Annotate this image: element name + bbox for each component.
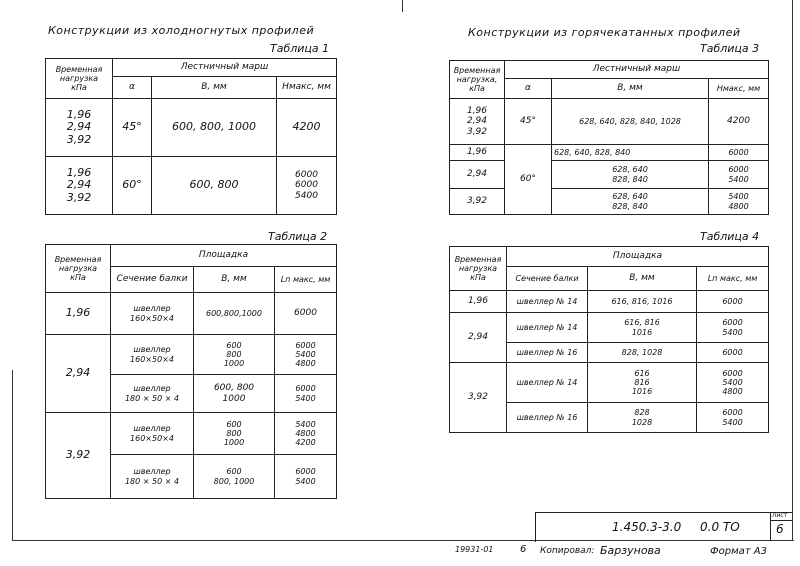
table3-header-alpha: α bbox=[505, 79, 552, 99]
table2-b bbox=[194, 413, 275, 455]
table4-header-load-line: Временная bbox=[454, 254, 502, 264]
table-cell-line: 2,94 bbox=[466, 116, 488, 127]
table4-b: 616, 816, 1016 bbox=[588, 291, 697, 313]
frame-left-line bbox=[12, 370, 13, 540]
table1-row1-h: 4200 bbox=[277, 99, 337, 157]
table1-row1-loads bbox=[46, 99, 113, 157]
table-cell-line: швеллер bbox=[133, 424, 171, 434]
table1 bbox=[45, 58, 337, 215]
table3-row2-load: 1,96 bbox=[450, 145, 505, 161]
table-cell-line: 1000 bbox=[223, 438, 245, 448]
table1-header-alpha: α bbox=[113, 77, 152, 99]
table2-header-load-line: кПа bbox=[70, 273, 86, 283]
table1-row1-alpha: 45° bbox=[113, 99, 152, 157]
table4-header-load bbox=[450, 247, 507, 291]
table1-caption: Таблица 1 bbox=[270, 42, 330, 55]
table-cell-line: 600 bbox=[226, 467, 242, 477]
table3-row4-b bbox=[552, 189, 709, 215]
table2-header-l: Lп макс, мм bbox=[275, 267, 337, 293]
copied-label: Копировал: bbox=[540, 546, 595, 556]
table-cell-line: 3,92 bbox=[466, 126, 488, 137]
table3-header-load-line: кПа bbox=[469, 84, 485, 94]
table-cell-line: 1016 bbox=[631, 387, 653, 397]
table-cell-line: 600, 800 bbox=[213, 383, 255, 394]
table2-l: 6000 bbox=[275, 293, 337, 335]
table-cell-line: 6000 bbox=[295, 180, 318, 191]
right-heading: Конструкции из горячекатанных профилей bbox=[468, 26, 741, 39]
table1-row2-loads bbox=[46, 157, 113, 215]
table3-header-h: Нмакс, мм bbox=[709, 79, 769, 99]
table-cell-line: 628, 640 bbox=[612, 192, 648, 202]
table2-header-load-line: Временная bbox=[54, 254, 102, 264]
table1-row1-b: 600, 800, 1000 bbox=[152, 99, 277, 157]
table3-header-group: Лестничный марш bbox=[505, 61, 769, 79]
table-cell-line: швеллер bbox=[133, 467, 171, 477]
table2-l bbox=[275, 413, 337, 455]
table-cell-line: 5400 bbox=[295, 393, 316, 403]
table-cell-line: 5400 bbox=[295, 419, 316, 429]
table-cell-line: швеллер bbox=[133, 345, 171, 355]
sheet-number: 6 bbox=[776, 522, 784, 536]
table1-header-group: Лестничный марш bbox=[113, 59, 337, 77]
table-cell-line: 4800 bbox=[295, 428, 316, 438]
table3-header-b: В, мм bbox=[552, 79, 709, 99]
table-cell-line: 1000 bbox=[222, 393, 246, 404]
table2-load-2: 2,94 bbox=[46, 335, 111, 413]
table-cell-line: 5400 bbox=[295, 349, 316, 359]
table-cell-line: швеллер bbox=[133, 304, 171, 314]
table3-row4-h bbox=[709, 189, 769, 215]
table3-row2-b: 628, 640, 828, 840 bbox=[552, 145, 709, 161]
table3-alpha-60: 60° bbox=[505, 145, 552, 215]
table4-sec: швеллер № 14 bbox=[507, 291, 588, 313]
table-cell-line: 616 bbox=[634, 368, 650, 378]
table-cell-line: 1028 bbox=[631, 417, 653, 427]
table-cell-line: 1000 bbox=[223, 359, 245, 369]
table1-header-b: В, мм bbox=[152, 77, 277, 99]
format-label: Формат А3 bbox=[710, 546, 767, 557]
table2-l bbox=[275, 375, 337, 413]
table-cell-line: 828, 840 bbox=[612, 174, 648, 184]
table-cell-line: 5400 bbox=[295, 476, 316, 486]
frame-top-tick bbox=[402, 0, 403, 12]
table1-row2-h bbox=[277, 157, 337, 215]
table4-header-b: В, мм bbox=[588, 267, 697, 291]
table-cell-line: 5400 bbox=[722, 417, 743, 427]
table3-caption: Таблица 3 bbox=[700, 42, 760, 55]
table-cell-line: 6000 bbox=[722, 408, 743, 418]
table4-caption: Таблица 4 bbox=[700, 230, 760, 243]
table3-row1-h: 4200 bbox=[709, 99, 769, 145]
table-cell-line: 828 bbox=[634, 408, 650, 418]
table2-sec bbox=[111, 455, 194, 499]
table4-header-sec: Сечение балки bbox=[507, 267, 588, 291]
doc-suffix: 0.0 ТО bbox=[700, 520, 740, 534]
table1-header-load-line: Временная bbox=[55, 64, 103, 74]
table4-header-load-line: нагрузка bbox=[458, 263, 498, 273]
table-cell-line: 2,94 bbox=[66, 120, 92, 134]
left-heading: Конструкции из холодногнутых профилей bbox=[48, 24, 315, 37]
table-cell-line: 4800 bbox=[722, 387, 743, 397]
table3-header-load-line: нагрузка, bbox=[456, 74, 498, 84]
table1-header-h: Нмакс, мм bbox=[277, 77, 337, 99]
table-cell-line: 160×50×4 bbox=[130, 354, 174, 364]
table2-caption: Таблица 2 bbox=[268, 230, 328, 243]
table-cell-line: 6000 bbox=[295, 340, 316, 350]
sheet-label: Лист bbox=[772, 512, 788, 519]
table2-b: 600,800,1000 bbox=[194, 293, 275, 335]
table3-row1-alpha: 45° bbox=[505, 99, 552, 145]
table-cell-line: 5400 bbox=[728, 192, 749, 202]
table-cell-line: 6000 bbox=[722, 318, 743, 328]
table2-l bbox=[275, 335, 337, 375]
table3-header-load bbox=[450, 61, 505, 99]
table4-l bbox=[697, 403, 769, 433]
table-cell-line: 1,96 bbox=[466, 105, 488, 116]
table4-header-load-line: кПа bbox=[470, 273, 486, 283]
table4-b bbox=[588, 363, 697, 403]
table4-load-2: 2,94 bbox=[450, 313, 507, 363]
table4-b bbox=[588, 403, 697, 433]
table2-b bbox=[194, 455, 275, 499]
table2-load-1: 1,96 bbox=[46, 293, 111, 335]
table2-b bbox=[194, 375, 275, 413]
table3-row1-loads bbox=[450, 99, 505, 145]
table-cell-line: 5400 bbox=[722, 377, 743, 387]
inventory-number: 19931-01 bbox=[455, 545, 494, 554]
table2-sec bbox=[111, 335, 194, 375]
table-cell-line: 1016 bbox=[631, 327, 653, 337]
page-number: 6 bbox=[520, 544, 527, 555]
table-cell-line: 6000 bbox=[295, 384, 316, 394]
copier-name: Барзунова bbox=[600, 544, 661, 557]
table-cell-line: 5400 bbox=[728, 174, 749, 184]
table2-header-load-line: нагрузка bbox=[58, 263, 98, 273]
table3-row3-h bbox=[709, 161, 769, 189]
table1-row2-b: 600, 800 bbox=[152, 157, 277, 215]
table3-row2-h: 6000 bbox=[709, 145, 769, 161]
table-cell-line: 5400 bbox=[295, 190, 318, 201]
table-cell-line: 1,96 bbox=[66, 165, 92, 179]
table3 bbox=[449, 60, 769, 215]
table3-row3-b bbox=[552, 161, 709, 189]
frame-right-line bbox=[792, 0, 793, 541]
table-cell-line: 4800 bbox=[728, 201, 749, 211]
table-cell-line: 3,92 bbox=[66, 190, 92, 204]
table4-sec: швеллер № 14 bbox=[507, 363, 588, 403]
table-cell-line: 600 bbox=[226, 340, 242, 350]
table2-sec bbox=[111, 293, 194, 335]
table-cell-line: 5400 bbox=[722, 327, 743, 337]
table4-load-1: 1,96 bbox=[450, 291, 507, 313]
table2 bbox=[45, 244, 337, 499]
table-cell-line: 4200 bbox=[295, 438, 316, 448]
table3-row1-b: 628, 640, 828, 840, 1028 bbox=[552, 99, 709, 145]
table2-header-b: В, мм bbox=[194, 267, 275, 293]
table-cell-line: 800 bbox=[226, 349, 242, 359]
table-cell-line: 160×50×4 bbox=[130, 313, 174, 323]
table4-b bbox=[588, 313, 697, 343]
table-cell-line: 800, 1000 bbox=[213, 476, 255, 486]
table-cell-line: 3,92 bbox=[66, 132, 92, 146]
doc-code: 1.450.3-3.0 bbox=[612, 520, 682, 534]
table4 bbox=[449, 246, 769, 433]
sheet-box-divider bbox=[770, 520, 792, 521]
table-cell-line: 1,96 bbox=[66, 107, 92, 121]
table-cell-line: 6000 bbox=[722, 368, 743, 378]
table-cell-line: 800 bbox=[226, 428, 242, 438]
table4-l bbox=[697, 363, 769, 403]
table1-row2-alpha: 60° bbox=[113, 157, 152, 215]
table3-row3-load: 2,94 bbox=[450, 161, 505, 189]
table2-sec bbox=[111, 413, 194, 455]
table4-sec: швеллер № 16 bbox=[507, 343, 588, 363]
table1-header-load-line: нагрузка bbox=[59, 73, 99, 83]
table3-row4-load: 3,92 bbox=[450, 189, 505, 215]
table-cell-line: 828, 840 bbox=[612, 201, 648, 211]
table2-header-sec: Сечение балки bbox=[111, 267, 194, 293]
table4-header-l: Lп макс, мм bbox=[697, 267, 769, 291]
table-cell-line: 6000 bbox=[295, 467, 316, 477]
table1-header-load bbox=[46, 59, 113, 99]
table-cell-line: 180 × 50 × 4 bbox=[124, 393, 180, 403]
table-cell-line: 160×50×4 bbox=[130, 433, 174, 443]
table-cell-line: 4800 bbox=[295, 359, 316, 369]
table2-b bbox=[194, 335, 275, 375]
table-cell-line: 628, 640 bbox=[612, 165, 648, 175]
table2-header-group: Площадка bbox=[111, 245, 337, 267]
table4-l bbox=[697, 313, 769, 343]
table3-header-load-line: Временная bbox=[453, 65, 501, 75]
table4-load-3: 3,92 bbox=[450, 363, 507, 433]
table2-l bbox=[275, 455, 337, 499]
table4-l: 6000 bbox=[697, 291, 769, 313]
table-cell-line: 6000 bbox=[295, 169, 318, 180]
table-cell-line: 180 × 50 × 4 bbox=[124, 476, 180, 486]
table2-load-3: 3,92 bbox=[46, 413, 111, 499]
table-cell-line: 616, 816 bbox=[624, 318, 660, 328]
table-cell-line: швеллер bbox=[133, 384, 171, 394]
table2-sec bbox=[111, 375, 194, 413]
table-cell-line: 816 bbox=[634, 377, 650, 387]
table1-header-load-line: кПа bbox=[71, 83, 87, 93]
table4-sec: швеллер № 14 bbox=[507, 313, 588, 343]
table-cell-line: 600 bbox=[226, 419, 242, 429]
table2-header-load bbox=[46, 245, 111, 293]
table4-header-group: Площадка bbox=[507, 247, 769, 267]
table4-l: 6000 bbox=[697, 343, 769, 363]
table4-b: 828, 1028 bbox=[588, 343, 697, 363]
table-cell-line: 2,94 bbox=[66, 178, 92, 192]
table4-sec: швеллер № 16 bbox=[507, 403, 588, 433]
table-cell-line: 6000 bbox=[728, 165, 749, 175]
